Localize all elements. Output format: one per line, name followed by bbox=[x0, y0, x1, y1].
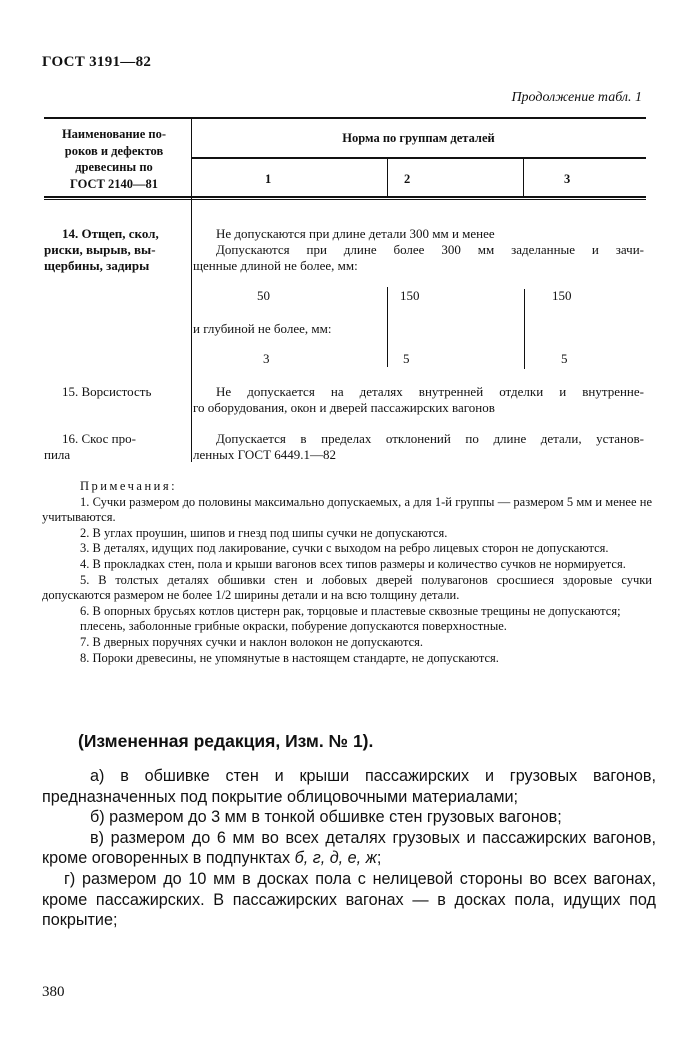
header-line: роков и дефектов bbox=[64, 143, 164, 158]
row-14-depth-group-1: 3 bbox=[263, 351, 270, 366]
table-divider-group-1-2 bbox=[387, 158, 388, 198]
column-header-group-1: 1 bbox=[265, 172, 272, 186]
table-top-rule bbox=[44, 117, 646, 119]
note-6-continuation: плесень, заболонные грибные окраски, побурение допускаются поверхностные. bbox=[80, 619, 507, 634]
subitem-b: б) размером до 3 мм в тонкой обшивке стен грузовых вагонов; bbox=[90, 808, 562, 827]
table-continuation-label: Продолжение табл. 1 bbox=[511, 90, 642, 105]
row-name-line: риски, вырыв, вы- bbox=[44, 242, 156, 257]
subitems-list bbox=[42, 766, 656, 931]
row-16-name bbox=[44, 431, 186, 463]
column-header-group-3: 3 bbox=[564, 172, 571, 186]
table-group-rule bbox=[192, 157, 646, 159]
table-header-bottom-rule-2 bbox=[44, 199, 646, 200]
subitem-v-italic-refs: б, г, д, е, ж bbox=[294, 849, 377, 868]
page-number: 380 bbox=[42, 984, 65, 1000]
column-header-defect-name bbox=[44, 126, 184, 192]
row-15-name: 15. Ворсистость bbox=[62, 384, 152, 399]
row-16-text-line-1: Допускается в пределах отклонений по длине детали, установ- bbox=[216, 431, 644, 446]
row-15-text-line-1: Не допускается на деталях внутренней отделки и внутренне- bbox=[216, 384, 644, 399]
note-8: 8. Пороки древесины, не упомянутые в настоящем стандарте, не допускаются. bbox=[80, 650, 499, 665]
note-7: 7. В дверных поручнях сучки и наклон волокон не допускаются. bbox=[80, 634, 424, 649]
note-3: 3. В деталях, идущих под лакирование, сучки с выходом на ребро лицевых сторон не допускаются. bbox=[80, 541, 609, 556]
subitem-v-end: ; bbox=[376, 849, 382, 868]
subitem-v bbox=[42, 828, 656, 869]
subitem-g: г) размером до 10 мм в досках пола с нелицевой стороны во всех вагонах, кроме пассажирских. В пассажирских вагонах — в досках пола, идущих под покрытие; bbox=[42, 869, 656, 930]
table-divider-group-2-3 bbox=[523, 158, 524, 198]
note-2: 2. В углах проушин, шипов и гнезд под шипы сучки не допускаются. bbox=[80, 525, 448, 540]
subitem-a: а) в обшивке стен и крыши пассажирских и грузовых вагонов, предназначенных под покрытие облицовочными материалами; bbox=[42, 767, 656, 806]
notes-title: Примечания: bbox=[80, 479, 178, 493]
row-14-length-group-1: 50 bbox=[257, 288, 270, 303]
row-16-text-line-2: ленных ГОСТ 6449.1—82 bbox=[193, 447, 337, 462]
row-name-line: 16. Скос про- bbox=[62, 431, 136, 446]
column-header-norm: Норма по группам деталей bbox=[342, 131, 495, 145]
row-14-length-group-2: 150 bbox=[400, 288, 420, 303]
note-5: 5. В толстых деталях обшивки стен и лобовых дверей полувагонов сросшиеся здоровые сучки допускаются размером не более 1/2 ширины детали и на всю толщину детали. bbox=[42, 572, 652, 603]
note-1: 1. Сучки размером до половины максимально допускаемых, а для 1-й группы — размером 5 мм и менее не учитываются. bbox=[42, 494, 652, 525]
row-name-line: щербины, задиры bbox=[44, 258, 150, 273]
row-14-depth-group-3: 5 bbox=[561, 351, 568, 366]
notes-section bbox=[42, 479, 652, 666]
revision-note: (Измененная редакция, Изм. № 1). bbox=[78, 731, 374, 751]
table-divider-name bbox=[191, 117, 192, 462]
row-14-divider-2-3 bbox=[524, 289, 525, 369]
row-14-text-line-2: Допускаются при длине более 300 мм заделанные и зачи- bbox=[216, 242, 644, 257]
row-14-length-group-3: 150 bbox=[552, 288, 572, 303]
subitem-v-text: в) размером до 6 мм во всех деталях грузовых и пассажирских вагонов, кроме оговоренных в подпунктах bbox=[42, 828, 656, 868]
row-name-line: 14. Отщеп, скол, bbox=[62, 226, 159, 241]
row-15-text-line-2: го оборудования, окон и дверей пассажирских вагонов bbox=[193, 400, 495, 415]
row-name-line: пила bbox=[44, 447, 71, 462]
table-header-bottom-rule-1 bbox=[44, 196, 646, 198]
note-6: 6. В опорных брусьях котлов цистерн рак, торцовые и пластевые сквозные трещины не допускаются; bbox=[80, 603, 621, 618]
row-14-depth-group-2: 5 bbox=[403, 351, 410, 366]
row-14-text-line-1: Не допускаются при длине детали 300 мм и менее bbox=[216, 226, 495, 241]
header-line: Наименование по- bbox=[61, 127, 167, 141]
row-14-name bbox=[44, 226, 186, 274]
header-line: ГОСТ 2140—81 bbox=[69, 176, 158, 191]
row-14-depth-label: и глубиной не более, мм: bbox=[193, 321, 332, 336]
column-header-group-2: 2 bbox=[404, 172, 411, 186]
header-line: древесины по bbox=[75, 160, 153, 174]
row-14-divider-1-2 bbox=[387, 287, 388, 367]
document-id: ГОСТ 3191—82 bbox=[42, 54, 152, 70]
row-14-text-line-3: щенные длиной не более, мм: bbox=[193, 258, 358, 273]
note-4: 4. В прокладках стен, пола и крыши вагонов всех типов размеры и количество сучков не нормируется. bbox=[80, 556, 626, 571]
